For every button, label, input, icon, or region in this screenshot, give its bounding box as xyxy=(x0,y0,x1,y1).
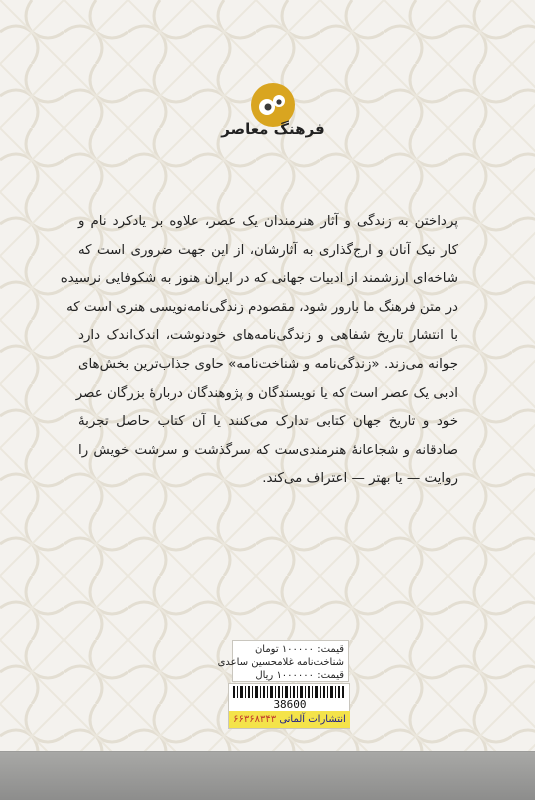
blurb-line: در متن فرهنگ ما بارور شود، مقصودم زندگی‌نامه‌نویسی هنری است که xyxy=(66,299,458,315)
publisher-name: فرهنگ معاصر xyxy=(221,120,325,138)
price-rial: قیمت: ۱۰۰۰۰۰۰ ریال xyxy=(255,670,344,681)
blurb-line: ادبی یک عصر است که یا نویسندگان و پژوهندگان دربارهٔ بزرگان عصر xyxy=(75,385,458,401)
blurb-line: خود و تاریخ جهان کتابی تدارک می‌کنند یا آن کتاب حاصل تجربهٔ xyxy=(78,414,458,430)
barcode-publisher-label: انتشارات آلمانی xyxy=(279,714,346,725)
barcode-number: 38600 xyxy=(273,698,307,711)
blurb-line: روایت — یا بهتر — اعتراف می‌کند. xyxy=(262,471,458,487)
bottom-grey-band xyxy=(0,751,535,800)
blurb-line: جوانه می‌زند. «زندگی‌نامه و شناخت‌نامه» حاوی جذاب‌ترین بخش‌های xyxy=(78,356,458,372)
barcode-code: ۶۶۳۶۸۳۴۳ xyxy=(233,714,277,725)
price-toman: قیمت: ۱۰۰۰۰۰ تومان xyxy=(254,644,344,655)
price-sticker xyxy=(217,640,349,682)
blurb-line: صادقانه و شجاعانهٔ هنرمندی‌ست که سرگذشت و سرشت خویش را xyxy=(78,442,458,458)
blurb-line: با انتشار تاریخ شفاهی و زندگی‌نامه‌های خودنوشت، اندک‌اندک دارد xyxy=(78,328,458,344)
sticker-title: شناخت‌نامه غلامحسین ساعدی xyxy=(217,657,344,668)
back-cover-blurb xyxy=(60,208,458,494)
barcode-icon xyxy=(233,686,345,698)
blurb-line: شاخه‌ای ارزشمند از ادبیات جهانی که در ایران هنوز به شکوفایی نرسیده xyxy=(60,271,458,287)
blurb-line: کار نیک آنان و ارج‌گذاری به آثارشان، از این جهت ضروری است که xyxy=(78,242,458,258)
barcode-label xyxy=(229,711,350,728)
blurb-line: پرداختن به زندگی و آثار هنرمندان یک عصر، علاوه بر یادکرد نام و xyxy=(78,214,458,229)
barcode-sticker xyxy=(228,683,350,729)
